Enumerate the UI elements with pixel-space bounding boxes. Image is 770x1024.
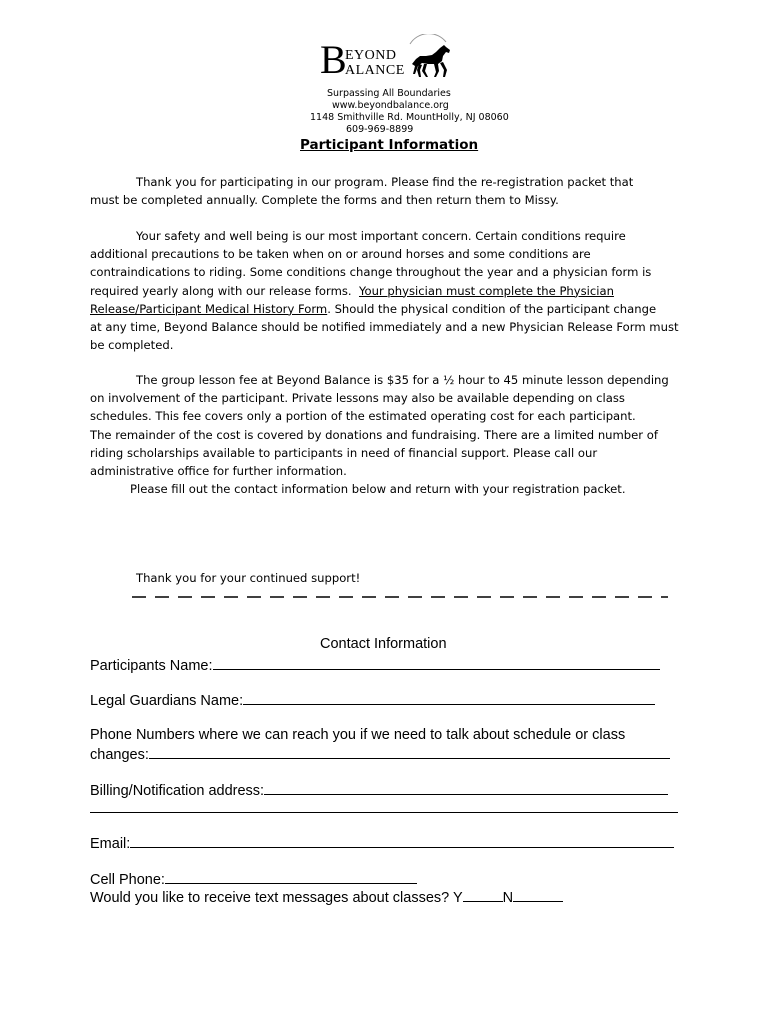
text-messages-label: Would you like to receive text messages about classes? Y — [90, 890, 463, 906]
guardian-name-label: Legal Guardians Name: — [90, 693, 244, 709]
phone-numbers-label: Phone Numbers where we can reach you if we need to talk about schedule or class — [90, 727, 626, 743]
dashed-separator — [132, 591, 668, 603]
logo-letter-b: B — [320, 37, 347, 82]
billing-address-label: Billing/Notification address: — [90, 783, 265, 799]
paragraph-line: contraindications to riding. Some conditions change throughout the year and a physician form is — [90, 265, 652, 280]
paragraph-line: Thank you for participating in our program. Please find the re-registration packet that — [136, 175, 634, 189]
paragraph-line — [90, 282, 700, 300]
paragraph-line: The group lesson fee at Beyond Balance is $35 for a ½ hour to 45 minute lesson depending — [136, 373, 669, 387]
logo-text-top: EYOND — [345, 48, 397, 63]
cell-phone-field[interactable] — [90, 869, 417, 889]
paragraph-line: administrative office for further information. — [90, 463, 347, 478]
paragraph-line: Your safety and well being is our most important concern. Certain conditions require — [136, 229, 626, 243]
text-messages-yes-input[interactable] — [463, 887, 503, 902]
physician-form-name: Release/Participant Medical History Form — [90, 301, 328, 316]
billing-address-field[interactable] — [90, 780, 668, 800]
paragraph-line: Please fill out the contact information below and return with your registration packet. — [130, 482, 626, 497]
email-field[interactable] — [90, 833, 674, 853]
participant-name-input[interactable] — [213, 655, 660, 670]
text-messages-question — [90, 887, 563, 907]
paragraph-line: schedules. This fee covers only a portion of the estimated operating cost for each participant. — [90, 409, 636, 424]
paragraph-line: on involvement of the participant. Private lessons may also be available depending on class — [90, 391, 625, 406]
guardian-name-input[interactable] — [243, 690, 655, 705]
logo-text-bottom: ALANCE — [345, 63, 405, 78]
paragraph-line: additional precautions to be taken when on or around horses and some conditions are — [90, 247, 591, 262]
billing-address-input[interactable] — [264, 780, 668, 795]
address: 1148 Smithville Rd. MountHolly, NJ 08060 — [310, 112, 509, 123]
text-messages-no-label: N — [502, 890, 514, 906]
paragraph-text: required yearly along with our release forms. — [90, 283, 359, 298]
phone-numbers-field[interactable] — [90, 726, 625, 744]
thanks-support-text: Thank you for your continued support! — [136, 571, 361, 585]
physician-requirement-text: Your physician must complete the Physician — [358, 283, 614, 298]
phone-numbers-input[interactable] — [149, 744, 670, 759]
paragraph-line — [90, 300, 700, 318]
cell-phone-input[interactable] — [165, 869, 417, 884]
paragraph-line: riding scholarships available to participants in need of financial support. Please call our — [90, 445, 598, 460]
cell-phone-label: Cell Phone: — [90, 872, 165, 888]
website-link[interactable]: www.beyondbalance.org — [332, 100, 449, 111]
fee-paragraph — [90, 371, 700, 498]
paragraph-line: must be completed annually. Complete the forms and then return them to Missy. — [90, 193, 559, 208]
paragraph-line: The remainder of the cost is covered by donations and fundraising. There are a limited number of — [90, 427, 658, 442]
participant-name-field[interactable] — [90, 655, 660, 675]
participant-name-label: Participants Name: — [90, 658, 213, 674]
tagline: Surpassing All Boundaries — [327, 88, 451, 99]
page-title: Participant Information — [300, 137, 479, 153]
contact-section-title: Contact Information — [320, 636, 447, 652]
billing-address-input-line2[interactable] — [90, 812, 678, 813]
email-input[interactable] — [130, 833, 674, 848]
guardian-name-field[interactable] — [90, 690, 655, 710]
paragraph-line: at any time, Beyond Balance should be notified immediately and a new Physician Release Form must — [90, 319, 679, 334]
text-messages-no-input[interactable] — [513, 887, 563, 902]
phone-numbers-label-cont: changes: — [90, 747, 149, 763]
paragraph-line: be completed. — [90, 338, 174, 353]
safety-paragraph — [90, 227, 700, 354]
phone-number: 609-969-8899 — [346, 124, 414, 135]
intro-paragraph — [90, 173, 700, 209]
beyond-balance-logo — [318, 37, 458, 84]
horse-icon — [410, 44, 454, 80]
email-label: Email: — [90, 836, 131, 852]
phone-numbers-field-line2[interactable] — [90, 744, 670, 764]
paragraph-text: . Should the physical condition of the participant change — [327, 301, 657, 316]
